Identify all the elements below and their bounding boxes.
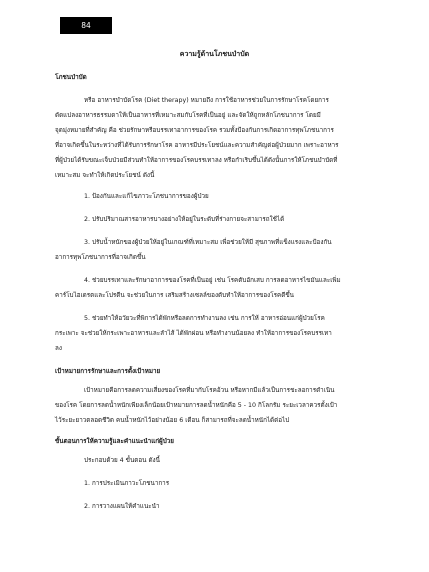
- goals-line: ของโรค โดยการลดน้ำหนักเพียงเล็กน้อยเป้าหมายการลดน้ำหนักคือ 5 - 10 กิโลกรัม ระยะเวลาควรตั้งเป้า: [55, 402, 338, 409]
- intro-line: จุดมุ่งหมายที่สำคัญ คือ ช่วยรักษาหรือบรรเทาอาการของโรค รวมทั้งป้องกันการเกิดอาการทุพโภชนาการ: [55, 127, 334, 134]
- step-item-1: 1. การประเมินภาวะโภชนาการ: [84, 480, 170, 487]
- section-heading-nutrition-therapy: โภชนบำบัด: [55, 74, 87, 81]
- intro-line: หรือ อาหารบำบัดโรค (Diet therapy) หมายถึง การใช้อาหารช่วยในการรักษาโรคโดยการ: [84, 97, 329, 104]
- benefit-item-4: 4. ช่วยบรรเทาและรักษาอาการของโรคที่เป็นอยู่ เช่น โรคตับอักเสบ การลดอาหารไขมันและเพิ่ม: [84, 277, 341, 284]
- benefit-item-2: 2. ปรับปริมาณสารอาหารบางอย่างให้อยู่ในระดับที่ร่างกายจะสามารถใช้ได้: [84, 216, 285, 223]
- intro-line: เหมาะสม จะทำให้เกิดประโยชน์ ดังนี้: [55, 172, 155, 179]
- document-body: [55, 70, 380, 514]
- step-item-2: 2. การวางแผนให้คำแนะนำ: [84, 503, 160, 510]
- benefit-item-4-cont: คาร์โบไฮเดรตและโปรตีน จะช่วยในการ เสริมสร้างเซลล์ของตับทำให้อาการของโรคดีขึ้น: [55, 292, 294, 299]
- intro-line: ดัดแปลงอาหารธรรมดาให้เป็นอาหารที่เหมาะสมกับโรคที่เป็นอยู่ และจัดให้ถูกหลักโภชนาการ โดยมี: [55, 112, 321, 119]
- section-heading-goals: เป้าหมายการรักษาและการตั้งเป้าหมาย: [55, 368, 161, 375]
- page-title: ความรู้ด้านโภชนบำบัด: [179, 50, 250, 58]
- benefit-item-5-cont: กระเพาะ จะช่วยให้กระเพาะอาหารและลำไส้ ได้พักผ่อน หรือทำงานน้อยลง ทำให้อาการของโรคบรรเทา: [55, 330, 332, 337]
- intro-line: ที่ผู้ป่วยได้รับขณะเจ็บป่วยมีส่วนทำให้อาการของโรคบรรเทาลง หรือกำเริบขึ้นได้ดังนั้นการให้โภชนบำบัดที่: [55, 157, 338, 164]
- benefit-item-5-cont: ลง: [55, 345, 62, 352]
- goals-line: ไว้ระยะยาวตลอดชีวิต คนน้ำหนักไว้อย่างน้อย 6 เดือน ก็สามารถที่จะลดน้ำหนักได้ต่อไป: [55, 417, 290, 424]
- benefit-item-3-cont: อาการทุพโภชนาการที่อาจเกิดขึ้น: [55, 254, 146, 261]
- benefit-item-1: 1. ป้องกันและแก้ไขภาวะโภชนาการของผู้ป่วย: [84, 193, 209, 200]
- benefit-item-5: 5. ช่วยทำให้อวัยวะที่พิการได้พักหรือลดการทำงานลง เช่น การให้ อาหารอ่อนแก่ผู้ป่วยโรค: [84, 315, 325, 322]
- section-heading-steps: ขั้นตอนการให้ความรู้และคำแนะนำแก่ผู้ป่วย: [55, 438, 174, 445]
- goals-line: เป้าหมายคือการลดความเสี่ยงของโรคที่มากับโรคอ้วน หรือหากมีแล้วเป็นการชะลอการดำเนิน: [84, 387, 335, 394]
- steps-intro: ประกอบด้วย 4 ขั้นตอน ดังนี้: [84, 457, 160, 464]
- page-number: 84: [60, 17, 112, 34]
- intro-line: ที่อาจเกิดขึ้นในระหว่างที่ได้รับการรักษาโรค อาหารมีประโยชน์และความสำคัญต่อผู้ป่วยมาก เพราะอาหาร: [55, 142, 339, 149]
- benefit-item-3: 3. ปรับน้ำหนักของผู้ป่วยให้อยู่ในเกณฑ์ที่เหมาะสม เพื่อช่วยให้มี สุขภาพที่แข็งแรงและป้องกัน: [84, 239, 332, 246]
